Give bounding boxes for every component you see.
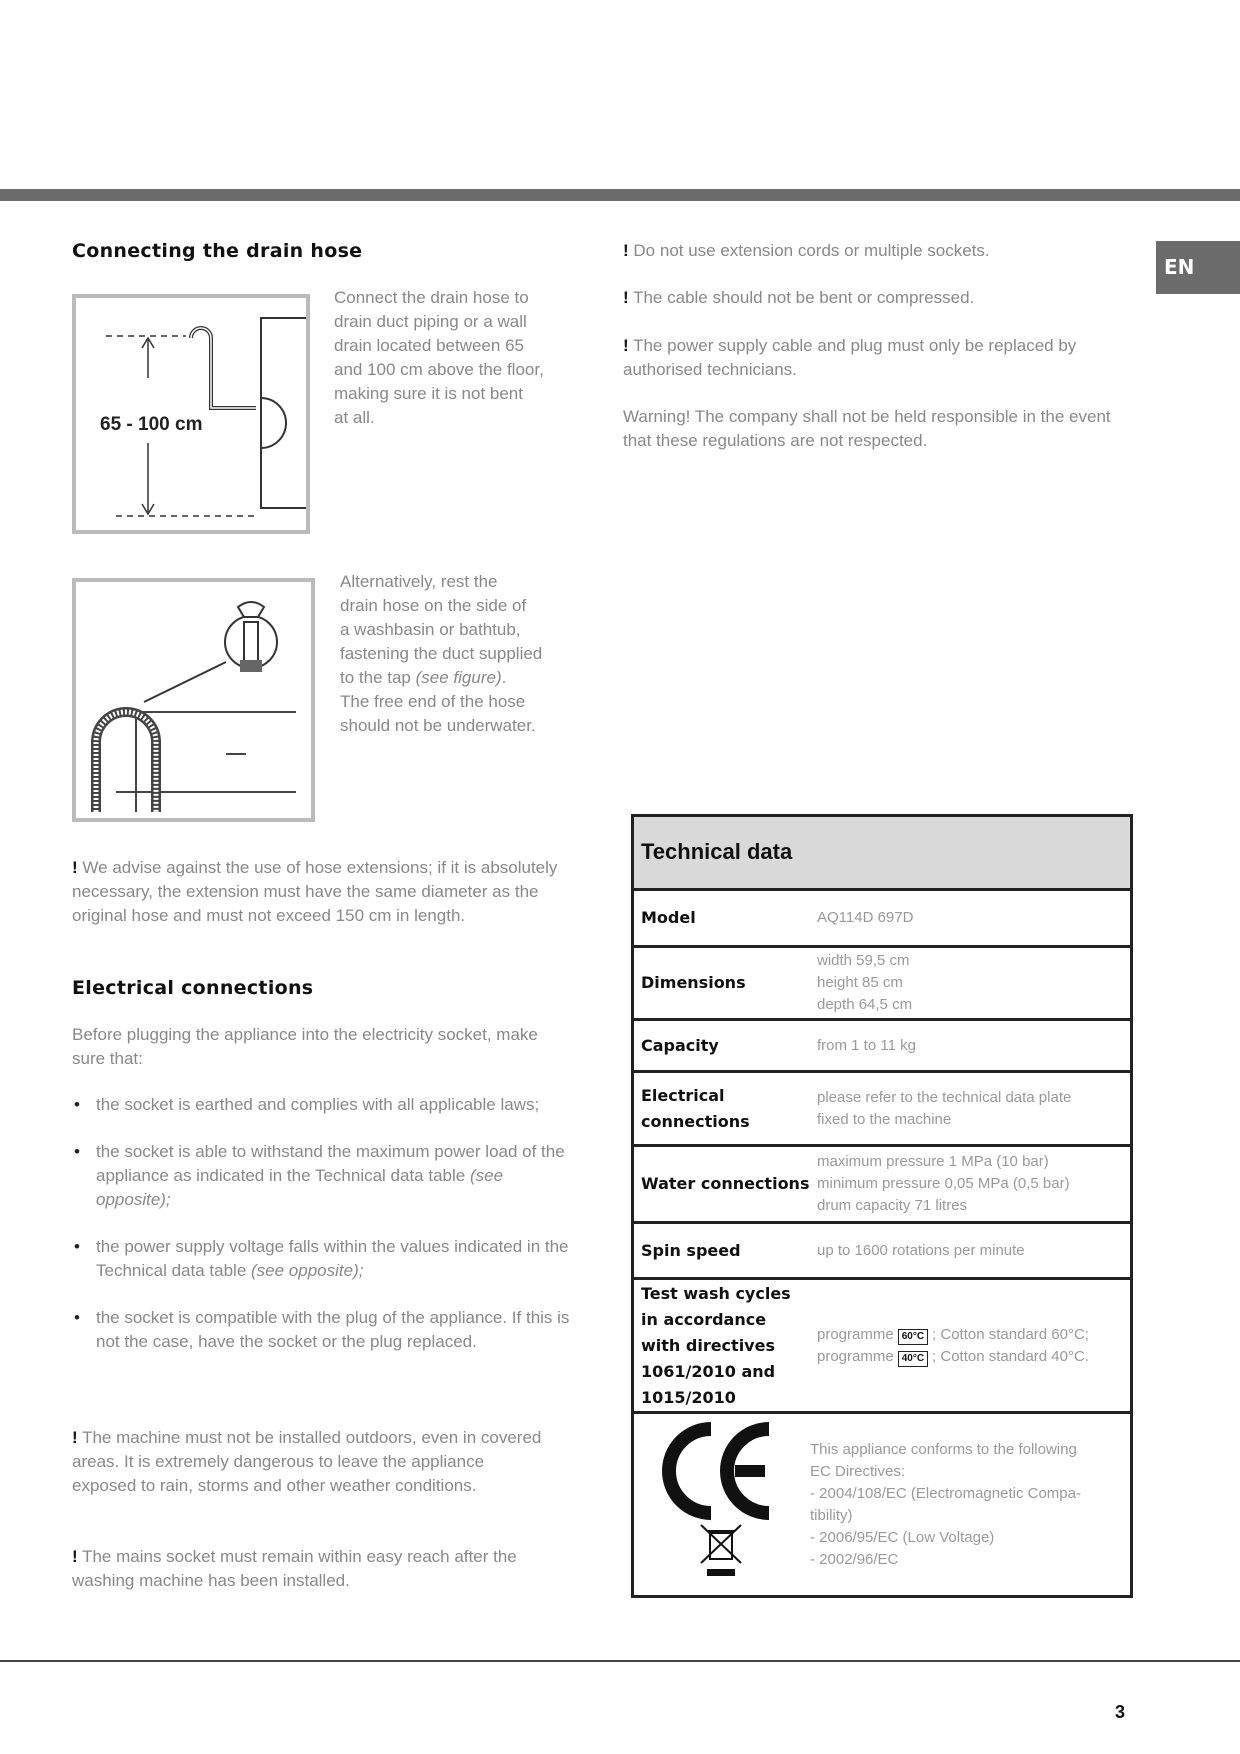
text-line: should not be underwater. bbox=[340, 716, 536, 735]
value-line: up to 1600 rotations per minute bbox=[817, 1241, 1025, 1259]
warning-mark: ! bbox=[72, 858, 78, 877]
washbasin-hose-illustration bbox=[76, 582, 311, 818]
value-line: height 85 cm bbox=[817, 974, 903, 991]
ce-directives bbox=[810, 1439, 1130, 1571]
text-line: Alternatively, rest the bbox=[340, 572, 498, 591]
list-item bbox=[72, 1140, 582, 1212]
table-row bbox=[634, 1414, 1130, 1595]
company-warning: Warning! The company shall not be held responsible in the event that these regulations are not respected. bbox=[623, 407, 1111, 450]
figure-reference: (see figure) bbox=[415, 668, 502, 687]
value-line: from 1 to 11 kg bbox=[817, 1036, 916, 1054]
table-row bbox=[634, 891, 1130, 948]
text-line: making sure it is not bent bbox=[334, 384, 523, 403]
page-number: 3 bbox=[1115, 1702, 1126, 1722]
row-value bbox=[817, 950, 1130, 1016]
warning-mark: ! bbox=[623, 288, 629, 307]
value-line: please refer to the technical data plate bbox=[817, 1088, 1072, 1106]
warning-mark: ! bbox=[623, 336, 629, 355]
text-line: The free end of the hose bbox=[340, 692, 526, 711]
row-label: Spin speed bbox=[641, 1240, 741, 1260]
table-reference: (see opposite); bbox=[251, 1261, 364, 1280]
row-label bbox=[634, 1281, 817, 1411]
value-line bbox=[817, 1324, 1130, 1346]
warning-text: The power supply cable and plug must only be replaced by authorised technicians. bbox=[623, 336, 1077, 379]
value-line: maximum pressure 1 MPa (10 bar) bbox=[817, 1153, 1049, 1170]
drain-instructions bbox=[334, 286, 594, 430]
text-line: a washbasin or bathtub, bbox=[340, 620, 521, 639]
label-line: 1015/2010 bbox=[641, 1387, 736, 1407]
electrical-heading: Electrical connections bbox=[72, 977, 314, 999]
text-line: drain hose on the side of bbox=[340, 596, 527, 615]
drain-hose-heading: Connecting the drain hose bbox=[72, 240, 363, 262]
label-line: 1061/2010 and bbox=[641, 1361, 776, 1381]
list-item-text: the power supply voltage falls within the values indicated in the Technical data table bbox=[96, 1237, 569, 1280]
text-line: and 100 cm above the floor, bbox=[334, 360, 544, 379]
value-line: fixed to the machine bbox=[817, 1110, 952, 1128]
value-line: This appliance conforms to the following bbox=[810, 1440, 1077, 1458]
warning-text: The cable should not be bent or compressed. bbox=[633, 288, 975, 307]
table-row bbox=[634, 948, 1130, 1021]
cable-replacement-warning bbox=[623, 334, 1123, 382]
value-line: minimum pressure 0,05 MPa (0,5 bar) bbox=[817, 1175, 1070, 1192]
footer-divider bbox=[0, 1660, 1240, 1662]
weee-bin-icon bbox=[701, 1525, 741, 1576]
text-fragment: to the tap bbox=[340, 668, 411, 687]
row-value bbox=[817, 1035, 1130, 1057]
row-label: Capacity bbox=[641, 1035, 719, 1055]
ce-marks bbox=[634, 1421, 810, 1589]
label-line: with directives bbox=[641, 1335, 775, 1355]
programme-word: programme bbox=[817, 1347, 894, 1365]
value-line: tibility) bbox=[810, 1506, 853, 1524]
ce-logo-icon bbox=[657, 1421, 787, 1581]
technical-data-title: Technical data bbox=[634, 817, 1130, 891]
language-tab: EN bbox=[1156, 241, 1240, 294]
height-range-label: 65 - 100 cm bbox=[100, 414, 203, 435]
header-bar bbox=[0, 189, 1240, 201]
list-item bbox=[72, 1235, 582, 1283]
programme-40-icon: 40°C bbox=[898, 1351, 928, 1367]
table-row bbox=[634, 1073, 1130, 1147]
table-row bbox=[634, 1224, 1130, 1280]
row-value bbox=[817, 1240, 1130, 1262]
cable-bend-warning bbox=[623, 286, 1123, 310]
table-row bbox=[634, 1280, 1130, 1414]
socket-reach-warning bbox=[72, 1545, 582, 1593]
programme-description: ; Cotton standard 40°C. bbox=[932, 1347, 1089, 1365]
warning-text: The mains socket must remain within easy reach after the washing machine has been installed. bbox=[72, 1547, 517, 1590]
value-line: - 2004/108/EC (Electromagnetic Compa- bbox=[810, 1484, 1081, 1502]
warning-text: We advise against the use of hose extensions; if it is absolutely necessary, the extension must have the same diameter as the original hose and must not exceed 150 cm in length. bbox=[72, 858, 558, 925]
label-line: Test wash cycles bbox=[641, 1283, 791, 1303]
table-row bbox=[634, 1021, 1130, 1073]
list-item-text: the socket is able to withstand the maximum power load of the appliance as indicated in the Technical data table bbox=[96, 1142, 565, 1185]
list-item bbox=[72, 1306, 582, 1354]
row-label: Dimensions bbox=[641, 973, 746, 992]
text-line: drain duct piping or a wall bbox=[334, 312, 527, 331]
warning-mark: ! bbox=[72, 1547, 78, 1566]
value-line: - 2006/95/EC (Low Voltage) bbox=[810, 1528, 995, 1546]
warning-text: The machine must not be installed outdoors, even in covered areas. It is extremely dangerous to leave the appliance exposed to rain, storms and other weather conditions. bbox=[72, 1428, 542, 1495]
text-line: to the tap (see figure). bbox=[340, 668, 507, 687]
row-value bbox=[817, 1324, 1130, 1368]
value-line: - 2002/96/EC bbox=[810, 1550, 899, 1568]
value-line: drum capacity 71 litres bbox=[817, 1197, 968, 1214]
value-line: AQ114D 697D bbox=[817, 909, 914, 926]
outdoor-warning bbox=[72, 1426, 542, 1498]
row-label: Water connections bbox=[641, 1174, 810, 1193]
value-line: EC Directives: bbox=[810, 1462, 906, 1480]
value-line: width 59,5 cm bbox=[817, 952, 910, 969]
programme-60-icon: 60°C bbox=[898, 1329, 928, 1345]
text-line: Connect the drain hose to bbox=[334, 288, 529, 307]
value-line: depth 64,5 cm bbox=[817, 996, 913, 1013]
row-value bbox=[817, 1151, 1130, 1217]
list-item-text: the socket is compatible with the plug of the appliance. If this is not the case, have the socket or the plug replaced. bbox=[96, 1308, 570, 1351]
washbasin-instructions bbox=[340, 570, 600, 738]
table-reference: (see opposite); bbox=[96, 1166, 504, 1209]
electrical-intro: Before plugging the appliance into the electricity socket, make sure that: bbox=[72, 1025, 538, 1068]
list-item-text: the socket is earthed and complies with all applicable laws; bbox=[96, 1095, 540, 1114]
programme-word: programme bbox=[817, 1325, 894, 1343]
list-item bbox=[72, 1093, 582, 1117]
text-line: at all. bbox=[334, 408, 375, 427]
hose-extension-warning bbox=[72, 856, 582, 928]
row-label: Electrical connections bbox=[641, 1085, 750, 1131]
row-value bbox=[817, 907, 1130, 929]
extension-cord-warning bbox=[623, 239, 1123, 263]
warning-mark: ! bbox=[623, 241, 629, 260]
table-row bbox=[634, 1147, 1130, 1224]
electrical-checklist bbox=[72, 1093, 582, 1377]
label-line: in accordance bbox=[641, 1309, 767, 1329]
programme-description: ; Cotton standard 60°C; bbox=[932, 1325, 1089, 1343]
warning-mark: ! bbox=[72, 1428, 78, 1447]
technical-data-table bbox=[631, 814, 1133, 1598]
row-label: Model bbox=[641, 908, 696, 927]
text-line: fastening the duct supplied bbox=[340, 644, 543, 663]
row-value bbox=[817, 1087, 1130, 1131]
value-line bbox=[817, 1346, 1130, 1368]
drain-height-figure bbox=[72, 294, 310, 534]
text-line: drain located between 65 bbox=[334, 336, 524, 355]
warning-text: Do not use extension cords or multiple sockets. bbox=[633, 241, 990, 260]
washbasin-figure bbox=[72, 578, 315, 822]
